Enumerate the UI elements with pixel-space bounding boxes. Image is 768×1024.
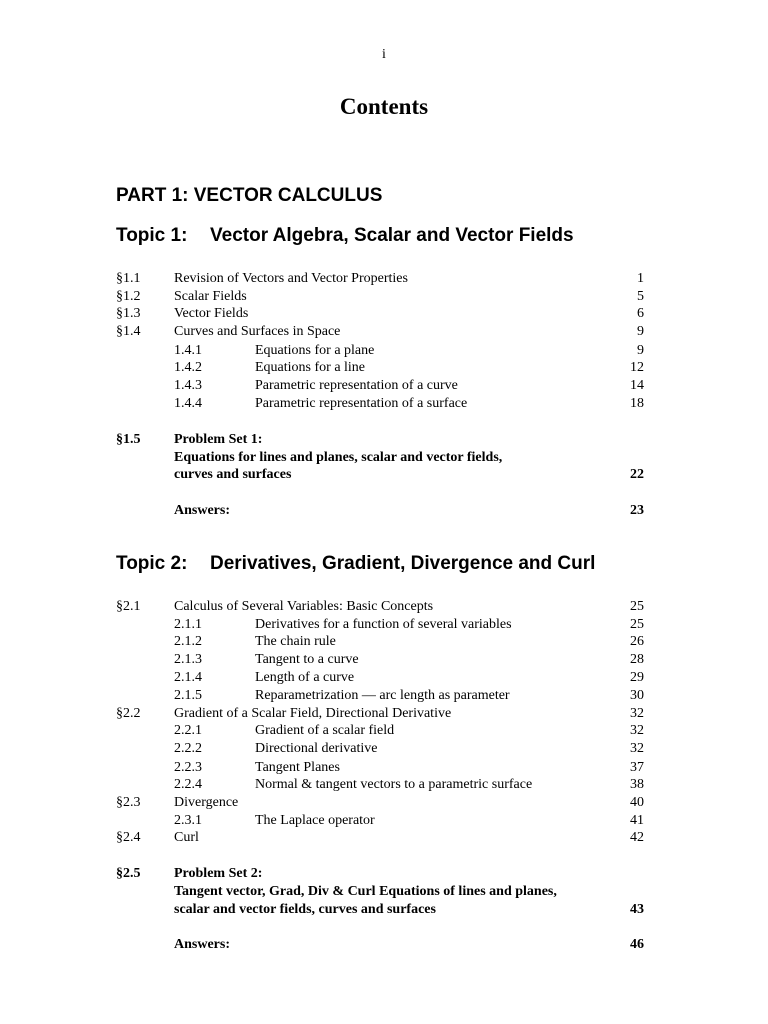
toc-entry-1-5-line2: Equations for lines and planes, scalar and vector fields, [174, 450, 503, 465]
topic-2-heading [116, 553, 595, 575]
toc-entry-1-5-line3[interactable]: curves and surfaces 22 [174, 467, 644, 482]
page-number: i [382, 47, 386, 62]
toc-entry-2-1-2[interactable]: 2.1.2 The chain rule 26 [174, 634, 644, 649]
topic-2-title: Derivatives, Gradient, Divergence and Curl [210, 553, 596, 574]
topic-1-title: Vector Algebra, Scalar and Vector Fields [210, 225, 574, 246]
toc-entry-2-2-2[interactable]: 2.2.2 Directional derivative 32 [174, 741, 644, 756]
toc-entry-1-4-2[interactable]: 1.4.2 Equations for a line 12 [174, 360, 644, 375]
toc-entry-2-1-3[interactable]: 2.1.3 Tangent to a curve 28 [174, 652, 644, 667]
topic-1-heading [116, 225, 574, 247]
topic-1-number: Topic 1: [116, 225, 188, 246]
toc-entry-1-3[interactable]: §1.3 Vector Fields 6 [116, 306, 644, 321]
toc-entry-2-4[interactable]: §2.4 Curl 42 [116, 830, 644, 845]
toc-entry-1-4-4[interactable]: 1.4.4 Parametric representation of a surface 18 [174, 396, 644, 411]
topic-2-number: Topic 2: [116, 553, 188, 574]
toc-entry-2-2-1[interactable]: 2.2.1 Gradient of a scalar field 32 [174, 723, 644, 738]
toc-entry-2-2-3[interactable]: 2.2.3 Tangent Planes 37 [174, 760, 644, 775]
page-title: Contents [339, 94, 429, 119]
toc-entry-2-answers[interactable]: Answers: 46 [174, 937, 644, 952]
toc-entry-1-1[interactable]: §1.1 Revision of Vectors and Vector Properties 1 [116, 271, 644, 286]
toc-entry-1-2[interactable]: §1.2 Scalar Fields 5 [116, 289, 644, 304]
toc-entry-2-1-4[interactable]: 2.1.4 Length of a curve 29 [174, 670, 644, 685]
toc-entry-1-5[interactable]: §1.5 Problem Set 1: [116, 432, 263, 447]
toc-entry-2-1[interactable]: §2.1 Calculus of Several Variables: Basic Concepts 25 [116, 599, 644, 614]
toc-entry-2-2[interactable]: §2.2 Gradient of a Scalar Field, Directional Derivative 32 [116, 706, 644, 721]
toc-entry-1-4-1[interactable]: 1.4.1 Equations for a plane 9 [174, 343, 644, 358]
toc-entry-2-5[interactable]: §2.5 Problem Set 2: [116, 866, 263, 881]
toc-entry-2-1-5[interactable]: 2.1.5 Reparametrization — arc length as parameter 30 [174, 688, 644, 703]
toc-entry-1-answers[interactable]: Answers: 23 [174, 503, 644, 518]
toc-entry-2-5-line3[interactable]: scalar and vector fields, curves and surfaces 43 [174, 902, 644, 917]
toc-entry-2-3-1[interactable]: 2.3.1 The Laplace operator 41 [174, 813, 644, 828]
toc-entry-2-1-1[interactable]: 2.1.1 Derivatives for a function of several variables 25 [174, 617, 644, 632]
toc-entry-2-2-4[interactable]: 2.2.4 Normal & tangent vectors to a parametric surface 38 [174, 777, 644, 792]
part-heading: PART 1: VECTOR CALCULUS [116, 185, 383, 206]
toc-entry-1-4-3[interactable]: 1.4.3 Parametric representation of a curve 14 [174, 378, 644, 393]
toc-entry-1-4[interactable]: §1.4 Curves and Surfaces in Space 9 [116, 324, 644, 339]
toc-entry-2-5-line2: Tangent vector, Grad, Div & Curl Equations of lines and planes, [174, 884, 557, 899]
toc-entry-2-3[interactable]: §2.3 Divergence 40 [116, 795, 644, 810]
